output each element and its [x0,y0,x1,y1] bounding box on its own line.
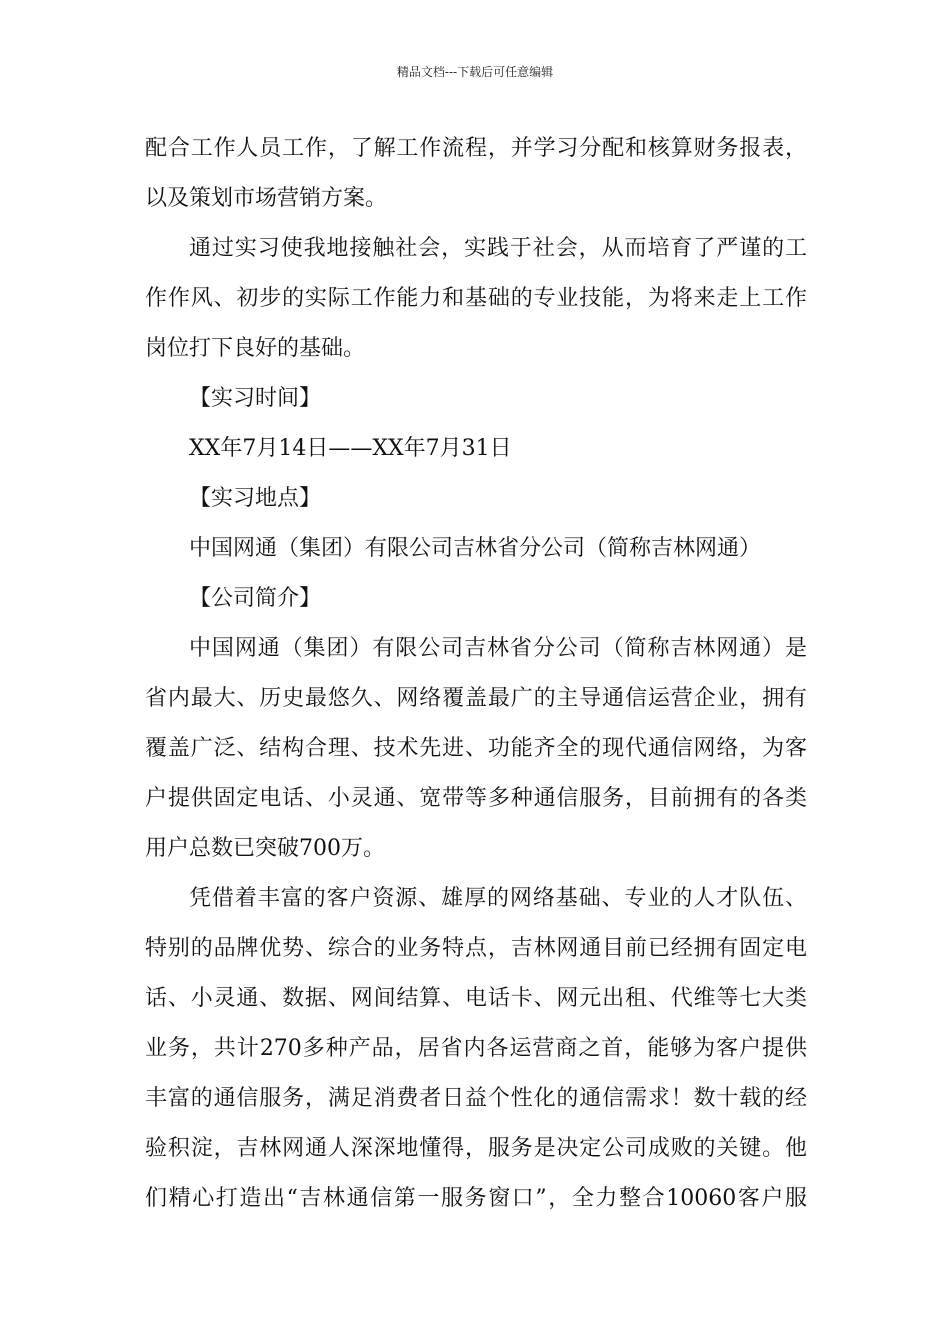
text-line: 丰富的通信服务，满足消费者日益个性化的通信需求！数十载的经 [145,1086,807,1111]
text-line: 凭借着丰富的客户资源、雄厚的网络基础、专业的人才队伍、 [189,886,807,911]
text-line: 业务，共计270多种产品，居省内各运营商之首，能够为客户提供 [145,1036,807,1061]
text-line: 们精心打造出“吉林通信第一服务窗口”，全力整合10060客户服 [145,1186,807,1211]
text-line: 验积淀，吉林网通人深深地懂得，服务是决定公司成败的关键。他 [145,1136,807,1161]
text-line: 配合工作人员工作，了解工作流程，并学习分配和核算财务报表， [145,136,807,161]
section-heading-internship-location: 【实习地点】 [189,486,322,511]
text-line: 作作风、初步的实际工作能力和基础的专业技能，为将来走上工作 [145,286,807,311]
section-heading-company-intro: 【公司简介】 [189,586,322,611]
text-line: 中国网通（集团）有限公司吉林省分公司（简称吉林网通）是 [189,636,807,661]
text-line: 特别的品牌优势、综合的业务特点，吉林网通目前已经拥有固定电 [145,936,807,961]
text-line: 通过实习使我地接触社会，实践于社会，从而培育了严谨的工 [189,236,807,261]
section-heading-internship-time: 【实习时间】 [189,386,322,411]
document-body [145,124,807,1224]
text-line: 用户总数已突破700万。 [145,836,385,861]
text-line: 户提供固定电话、小灵通、宽带等多种通信服务，目前拥有的各类 [145,786,807,811]
text-line: 以及策划市场营销方案。 [145,186,388,211]
text-line: 覆盖广泛、结构合理、技术先进、功能齐全的现代通信网络，为客 [145,736,807,761]
page-header: 精品文档---下载后可任意编辑 [396,65,554,79]
text-line: 省内最大、历史最悠久、网络覆盖最广的主导通信运营企业，拥有 [145,686,807,711]
text-line: 话、小灵通、数据、网间结算、电话卡、网元出租、代维等七大类 [145,986,807,1011]
text-line: 中国网通（集团）有限公司吉林省分公司（简称吉林网通） [189,536,762,561]
text-line: XX年7月14日——XX年7月31日 [189,436,512,461]
text-line: 岗位打下良好的基础。 [145,336,366,361]
